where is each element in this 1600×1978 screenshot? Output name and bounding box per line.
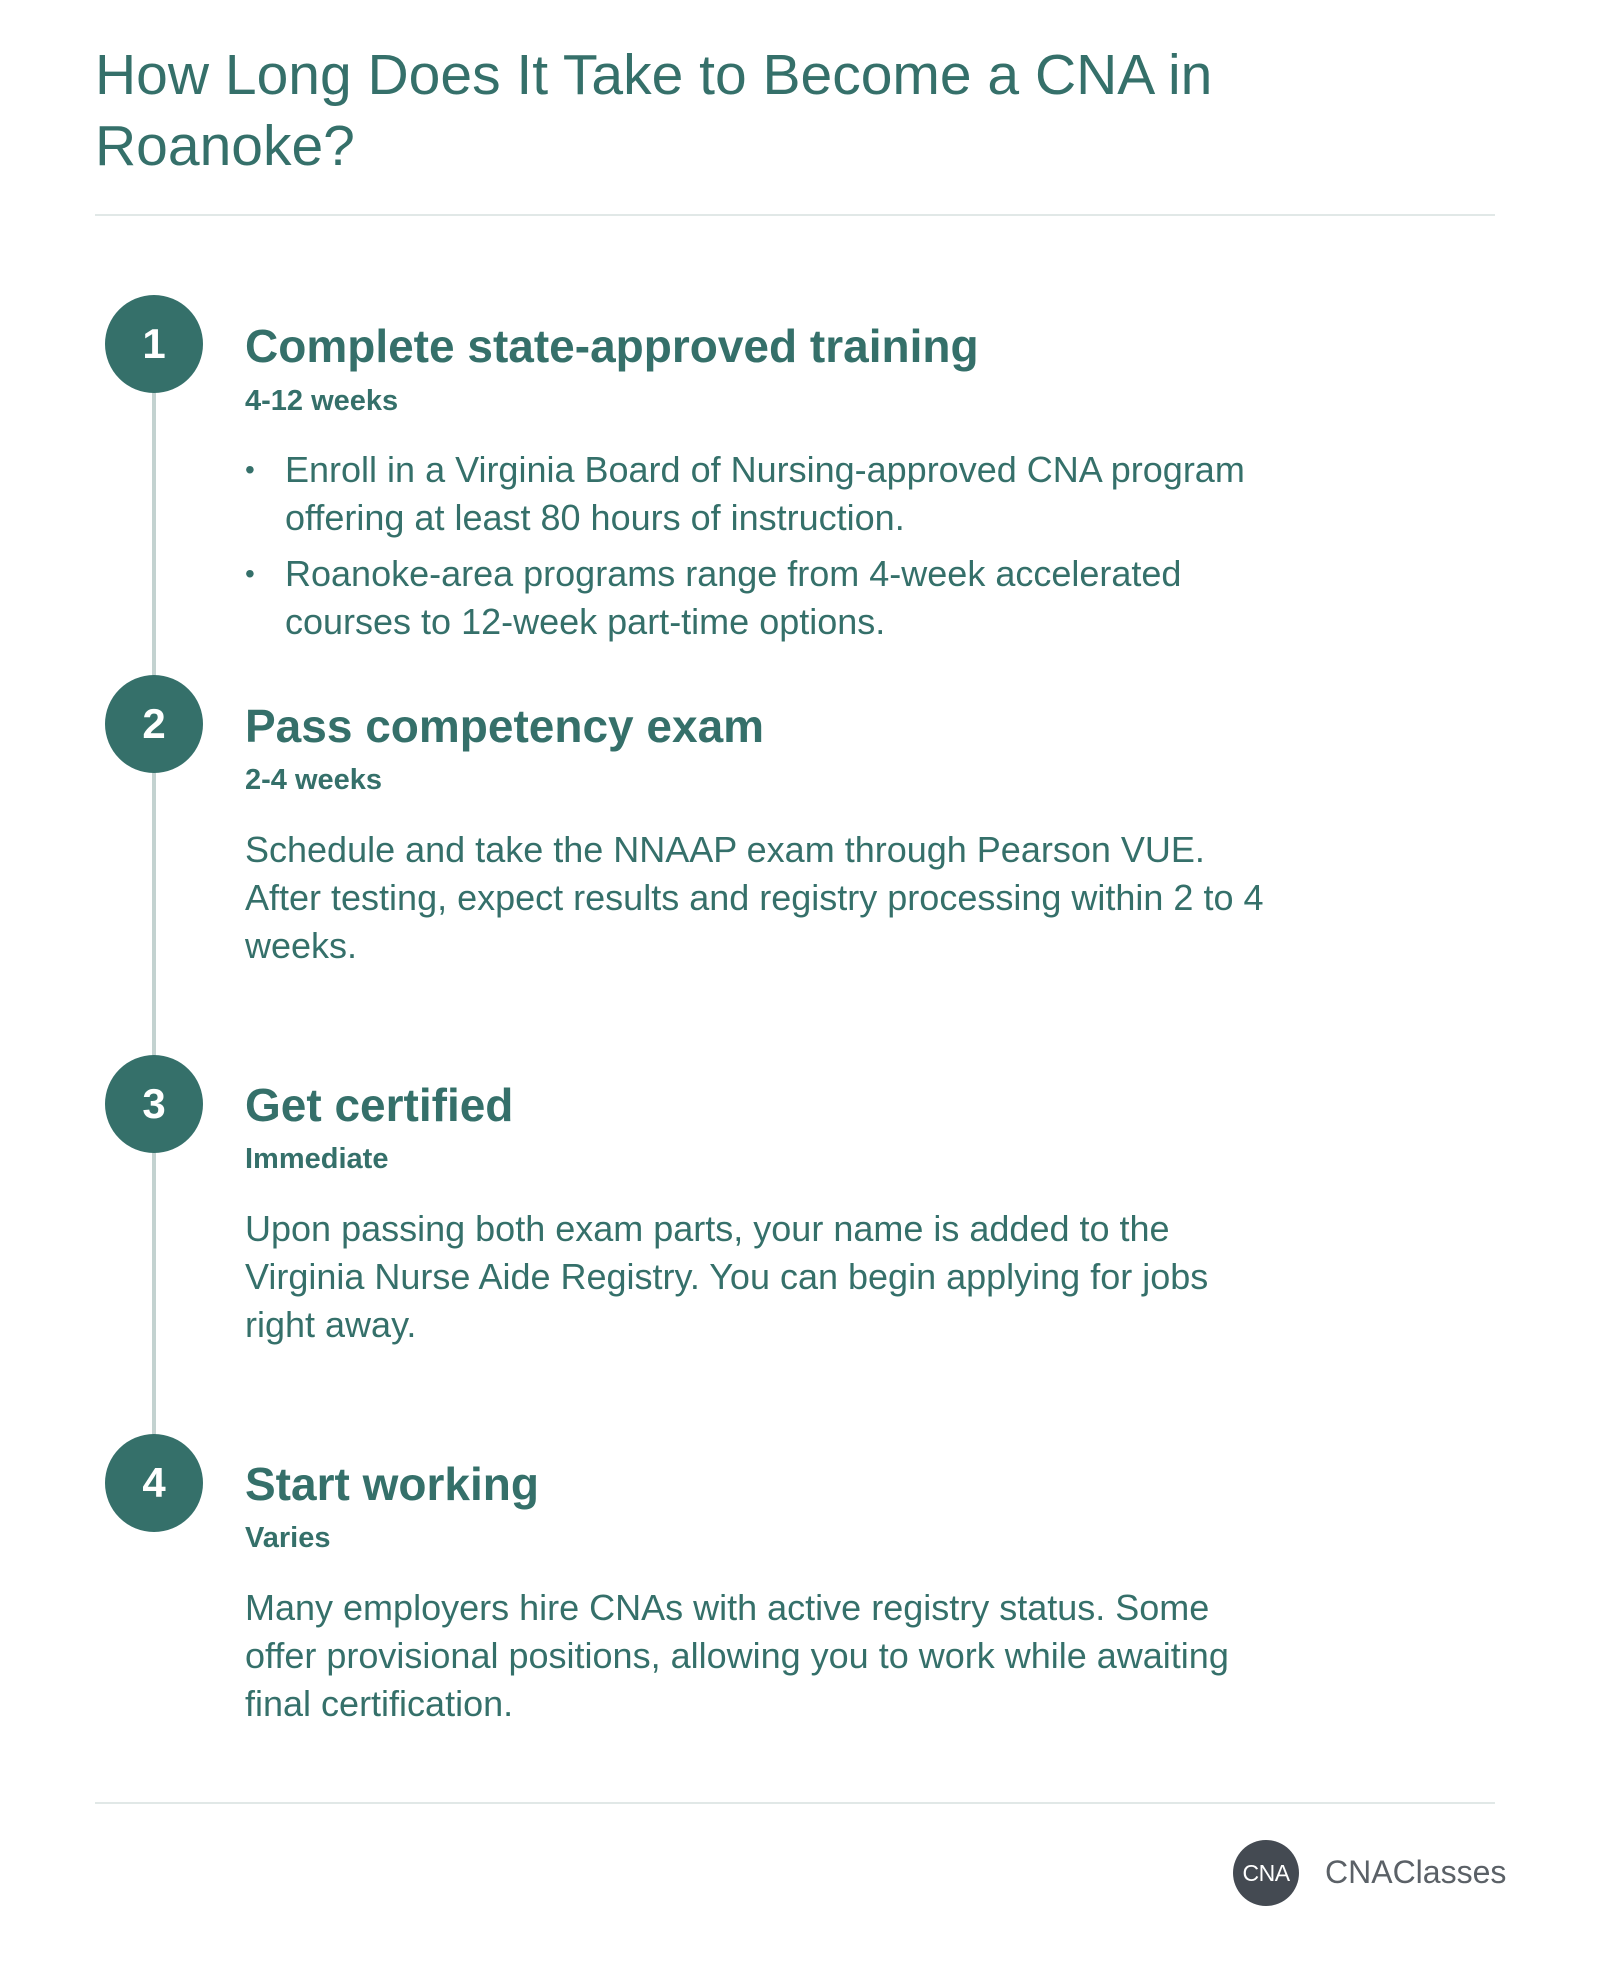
step-description: Schedule and take the NNAAP exam through Pearson VUE. After testing, expect results and registry processing within 2 to 4 weeks. xyxy=(245,829,1264,966)
step-duration: 4-12 weeks xyxy=(245,385,399,417)
step-bullet-list xyxy=(245,446,1285,654)
step-title: Start working xyxy=(245,1458,539,1510)
step-title: Complete state-approved training xyxy=(245,320,979,372)
step-duration: Immediate xyxy=(245,1143,389,1175)
header-divider xyxy=(95,214,1495,216)
step-duration: Varies xyxy=(245,1522,331,1554)
page-title: How Long Does It Take to Become a CNA in Roanoke? xyxy=(95,43,1213,178)
brand-name: CNAClasses xyxy=(1325,1854,1507,1890)
timeline-line xyxy=(152,345,156,1495)
step-duration: 2-4 weeks xyxy=(245,764,383,796)
footer-divider xyxy=(95,1802,1495,1804)
step-number-badge: 1 xyxy=(105,295,203,393)
brand-logo: CNA xyxy=(1233,1840,1299,1906)
list-item: • Roanoke-area programs range from 4-week accelerated courses to 12-week part-time options. xyxy=(245,550,1285,646)
step-number-badge: 3 xyxy=(105,1055,203,1153)
step-description: Upon passing both exam parts, your name is added to the Virginia Nurse Aide Registry. You can begin applying for jobs right away. xyxy=(245,1208,1209,1345)
step-number-badge: 4 xyxy=(105,1434,203,1532)
step-title: Pass competency exam xyxy=(245,700,765,752)
step-description: Many employers hire CNAs with active registry status. Some offer provisional positions, allowing you to work while awaiting final certification. xyxy=(245,1587,1229,1724)
list-item: • Enroll in a Virginia Board of Nursing-approved CNA program offering at least 80 hours of instruction. xyxy=(245,446,1285,542)
step-number-badge: 2 xyxy=(105,675,203,773)
step-title: Get certified xyxy=(245,1079,514,1131)
